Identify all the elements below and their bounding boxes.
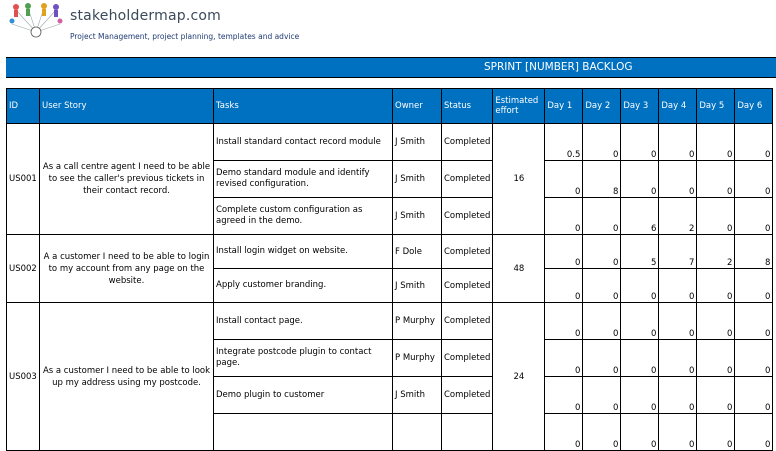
col-header-effort[interactable]: Estimated effort	[493, 89, 545, 124]
day-effort-cell[interactable]: 6	[621, 198, 659, 235]
day-effort-cell[interactable]: 0	[735, 414, 773, 451]
col-header-day[interactable]: Day 3	[621, 89, 659, 124]
day-effort-cell[interactable]: 0	[545, 377, 583, 414]
day-effort-cell[interactable]: 0	[735, 161, 773, 198]
day-effort-cell[interactable]: 5	[621, 235, 659, 269]
col-header-day[interactable]: Day 2	[583, 89, 621, 124]
day-effort-cell[interactable]: 0	[621, 124, 659, 161]
status-cell[interactable]	[442, 414, 493, 451]
task-cell[interactable]: Complete custom configuration as agreed in the demo.	[214, 198, 393, 235]
owner-cell[interactable]: F Dole	[393, 235, 442, 269]
day-effort-cell[interactable]: 0	[545, 161, 583, 198]
backlog-table	[6, 88, 773, 451]
story-id-cell[interactable]: US001	[7, 124, 40, 235]
col-header-status[interactable]: Status	[442, 89, 493, 124]
task-cell[interactable]	[214, 414, 393, 451]
day-effort-cell[interactable]: 0	[545, 303, 583, 340]
task-cell[interactable]: Demo standard module and identify revised configuration.	[214, 161, 393, 198]
col-header-day[interactable]: Day 6	[735, 89, 773, 124]
owner-cell[interactable]: J Smith	[393, 161, 442, 198]
owner-cell[interactable]	[393, 414, 442, 451]
day-effort-cell[interactable]: 0	[697, 340, 735, 377]
day-effort-cell[interactable]: 0	[621, 161, 659, 198]
day-effort-cell[interactable]: 8	[583, 161, 621, 198]
day-effort-cell[interactable]: 0	[735, 124, 773, 161]
day-effort-cell[interactable]: 0	[697, 124, 735, 161]
day-effort-cell[interactable]: 0	[659, 269, 697, 303]
day-effort-cell[interactable]: 0	[659, 124, 697, 161]
day-effort-cell[interactable]: 0	[697, 269, 735, 303]
day-effort-cell[interactable]: 2	[697, 235, 735, 269]
day-effort-cell[interactable]: 0	[545, 198, 583, 235]
task-cell[interactable]: Install login widget on website.	[214, 235, 393, 269]
day-effort-cell[interactable]: 0	[621, 303, 659, 340]
day-effort-cell[interactable]: 0	[659, 303, 697, 340]
story-id-cell[interactable]: US002	[7, 235, 40, 303]
status-cell[interactable]: Completed	[442, 377, 493, 414]
day-effort-cell[interactable]: 0	[621, 269, 659, 303]
day-effort-cell[interactable]: 0	[621, 340, 659, 377]
day-effort-cell[interactable]: 0	[545, 414, 583, 451]
day-effort-cell[interactable]: 0	[583, 124, 621, 161]
status-cell[interactable]: Completed	[442, 269, 493, 303]
day-effort-cell[interactable]: 0	[583, 340, 621, 377]
day-effort-cell[interactable]: 0	[621, 414, 659, 451]
owner-cell[interactable]: J Smith	[393, 269, 442, 303]
day-effort-cell[interactable]: 0	[583, 198, 621, 235]
table-row	[7, 124, 773, 161]
table-row	[7, 303, 773, 340]
task-cell[interactable]: Install standard contact record module	[214, 124, 393, 161]
owner-cell[interactable]: J Smith	[393, 198, 442, 235]
day-effort-cell[interactable]: 0	[735, 269, 773, 303]
task-cell[interactable]: Demo plugin to customer	[214, 377, 393, 414]
status-cell[interactable]: Completed	[442, 124, 493, 161]
site-name[interactable]: stakeholdermap.com	[70, 8, 221, 24]
col-header-day[interactable]: Day 5	[697, 89, 735, 124]
day-effort-cell[interactable]: 0	[545, 340, 583, 377]
day-effort-cell[interactable]: 0	[697, 161, 735, 198]
sheet-title-bar	[6, 57, 776, 78]
day-effort-cell[interactable]: 0	[659, 340, 697, 377]
effort-cell[interactable]: 16	[493, 124, 545, 235]
day-effort-cell[interactable]: 0	[735, 198, 773, 235]
day-effort-cell[interactable]: 0	[697, 198, 735, 235]
day-effort-cell[interactable]: 0	[583, 269, 621, 303]
day-effort-cell[interactable]: 0	[583, 414, 621, 451]
task-cell[interactable]: Apply customer branding.	[214, 269, 393, 303]
day-effort-cell[interactable]: 0	[545, 269, 583, 303]
user-story-cell[interactable]: As a call centre agent I need to be able to see the caller's previous tickets in their contact record.	[40, 124, 214, 235]
day-effort-cell[interactable]: 0	[659, 414, 697, 451]
day-effort-cell[interactable]: 0	[545, 235, 583, 269]
day-effort-cell[interactable]: 0	[697, 303, 735, 340]
day-effort-cell[interactable]: 8	[735, 235, 773, 269]
day-effort-cell[interactable]: 0	[735, 340, 773, 377]
user-story-cell[interactable]: A a customer I need to be able to login to my account from any page on the website.	[40, 235, 214, 303]
day-effort-cell[interactable]: 0	[735, 377, 773, 414]
day-effort-cell[interactable]: 0.5	[545, 124, 583, 161]
effort-cell[interactable]: 24	[493, 303, 545, 451]
story-id-cell[interactable]: US003	[7, 303, 40, 451]
stakeholder-people-network-icon	[8, 2, 64, 40]
day-effort-cell[interactable]: 0	[583, 377, 621, 414]
day-effort-cell[interactable]: 0	[583, 235, 621, 269]
owner-cell[interactable]: P Murphy	[393, 303, 442, 340]
task-cell[interactable]: Integrate postcode plugin to contact page.	[214, 340, 393, 377]
sheet-title: SPRINT [NUMBER] BACKLOG	[484, 61, 633, 73]
header-row	[7, 89, 773, 124]
task-cell[interactable]: Install contact page.	[214, 303, 393, 340]
day-effort-cell[interactable]: 0	[659, 161, 697, 198]
col-header-day[interactable]: Day 1	[545, 89, 583, 124]
col-header-day[interactable]: Day 4	[659, 89, 697, 124]
day-effort-cell[interactable]: 2	[659, 198, 697, 235]
backlog-body	[7, 124, 773, 451]
effort-cell[interactable]: 48	[493, 235, 545, 303]
day-effort-cell[interactable]: 0	[697, 377, 735, 414]
col-header-owner[interactable]: Owner	[393, 89, 442, 124]
status-cell[interactable]: Completed	[442, 161, 493, 198]
day-effort-cell[interactable]: 0	[735, 303, 773, 340]
status-cell[interactable]: Completed	[442, 303, 493, 340]
col-header-tasks[interactable]: Tasks	[214, 89, 393, 124]
owner-cell[interactable]: P Murphy	[393, 340, 442, 377]
status-cell[interactable]: Completed	[442, 340, 493, 377]
page-header	[0, 0, 776, 56]
status-cell[interactable]: Completed	[442, 198, 493, 235]
table-row	[7, 235, 773, 269]
owner-cell[interactable]: J Smith	[393, 124, 442, 161]
day-effort-cell[interactable]: 0	[621, 377, 659, 414]
col-header-id[interactable]: ID	[7, 89, 40, 124]
owner-cell[interactable]: J Smith	[393, 377, 442, 414]
day-effort-cell[interactable]: 0	[697, 414, 735, 451]
day-effort-cell[interactable]: 0	[659, 377, 697, 414]
user-story-cell[interactable]: As a customer I need to be able to look up my address using my postcode.	[40, 303, 214, 451]
site-tagline: Project Management, project planning, templates and advice	[70, 32, 300, 41]
status-cell[interactable]: Completed	[442, 235, 493, 269]
day-effort-cell[interactable]: 7	[659, 235, 697, 269]
day-effort-cell[interactable]: 0	[583, 303, 621, 340]
col-header-story[interactable]: User Story	[40, 89, 214, 124]
